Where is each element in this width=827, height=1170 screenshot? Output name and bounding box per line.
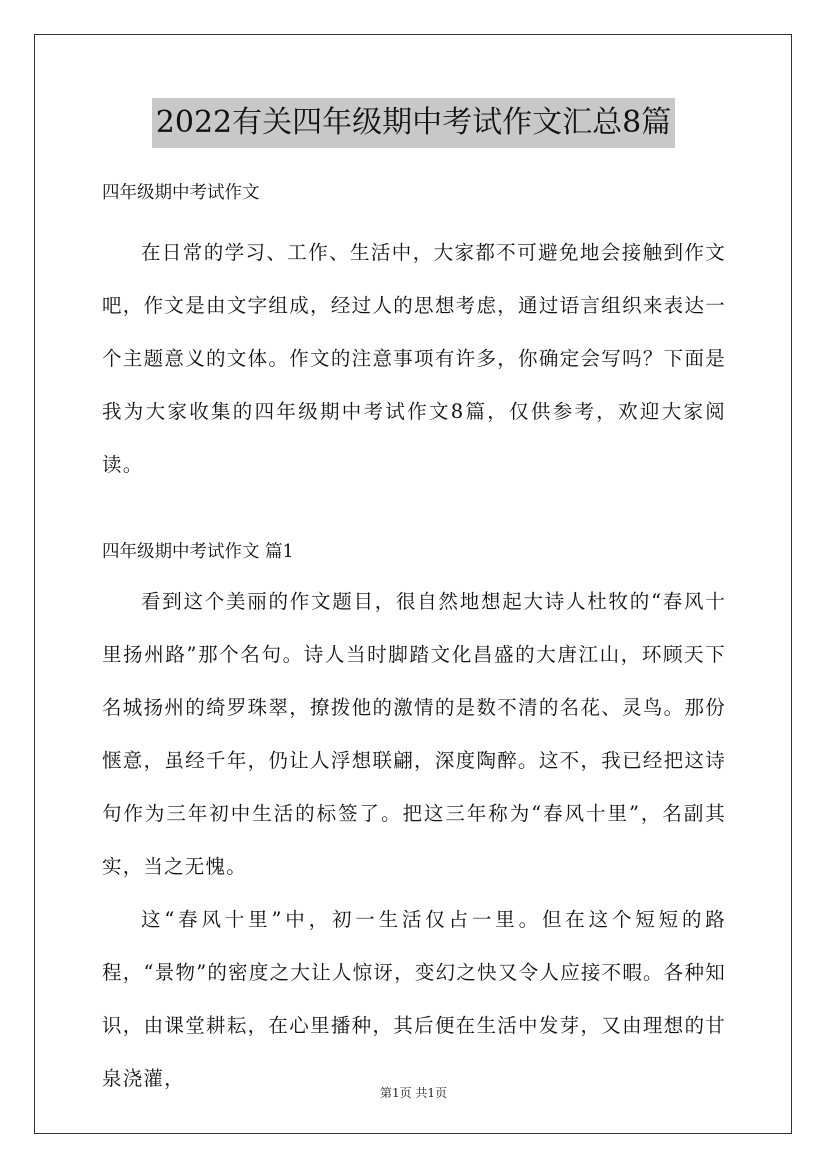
document-title: 2022有关四年级期中考试作文汇总8篇 (152, 98, 675, 148)
title-container (0, 98, 827, 148)
document-body (102, 172, 726, 1105)
section-heading: 四年级期中考试作文 (102, 183, 260, 203)
article-heading: 四年级期中考试作文 篇1 (102, 542, 294, 562)
intro-paragraph: 在日常的学习、工作、生活中，大家都不可避免地会接触到作文吧，作文是由文字组成，经过人的思想考虑，通过语言组织来表达一个主题意义的文体。作文的注意事项有许多，你确定会写吗？下面是我为大家收集的四年级期中考试作文8篇，仅供参考，欢迎大家阅读。 (102, 241, 726, 476)
page-footer: 第1页 共1页 (379, 1086, 448, 1100)
article-paragraph-2: 这“春风十里”中，初一生活仅占一里。但在这个短短的路程，“景物”的密度之大让人惊讶，变幻之快又令人应接不暇。各种知识，由课堂耕耘，在心里播种，其后便在生活中发芽，又由理想的甘泉浇灌， (102, 908, 726, 1090)
article-paragraph-1: 看到这个美丽的作文题目，很自然地想起大诗人杜牧的“春风十里扬州路”那个名句。诗人当时脚踏文化昌盛的大唐江山，环顾天下名城扬州的绮罗珠翠，撩拨他的激情的是数不清的名花、灵鸟。那份惬意，虽经千年，仍让人浮想联翩，深度陶醉。这不，我已经把这诗句作为三年初中生活的标签了。把这三年称为“春风十里”，名副其实，当之无愧。 (102, 590, 726, 878)
